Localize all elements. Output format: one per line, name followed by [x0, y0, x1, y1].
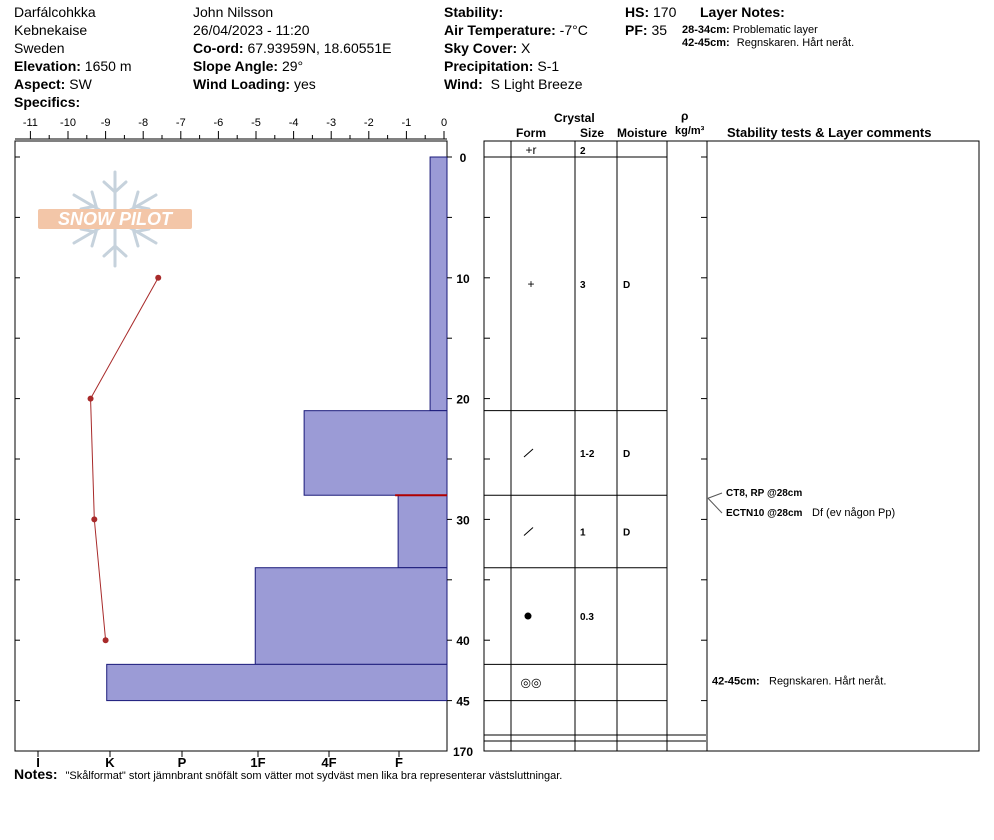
stability-label: Stability:	[444, 4, 504, 20]
moisture-header: Moisture	[617, 126, 668, 140]
snowpilot-logo	[38, 172, 192, 266]
hardness-bar	[255, 568, 447, 665]
observer-name: John Nilsson	[193, 4, 274, 20]
wind-loading-value: yes	[293, 76, 316, 92]
size-header: Size	[580, 126, 605, 140]
coord-value: 67.93959N, 18.60551E	[247, 40, 392, 56]
layer-size: 1	[580, 527, 586, 539]
comments-header: Stability tests & Layer comments	[727, 125, 932, 140]
hardness-bars	[107, 157, 447, 701]
hardness-tick-label: 4F	[321, 755, 337, 770]
elevation-value: 1650 m	[84, 58, 132, 74]
temperature-point	[155, 275, 161, 281]
depth-label: 10	[456, 271, 470, 286]
area-name: Kebnekaise	[14, 22, 88, 38]
hardness-tick-label: I	[36, 755, 40, 770]
temp-tick-label: -11	[22, 117, 38, 129]
temp-tick-label: -8	[138, 117, 149, 129]
temperature-line	[91, 278, 159, 640]
layer-note-text: Regnskaren. Hårt neråt.	[736, 37, 855, 49]
slope-label: Slope Angle:	[193, 58, 279, 74]
hardness-bar	[430, 157, 447, 411]
slope-value: 29°	[281, 58, 304, 74]
temp-tick-label: -1	[401, 117, 412, 129]
temp-tick-label: -6	[213, 117, 224, 129]
aspect-label: Aspect:	[14, 76, 66, 92]
stability-test-comment: Df (ev någon Pp)	[812, 507, 896, 519]
specifics-label: Specifics:	[14, 94, 81, 110]
notes-label: Notes:	[14, 766, 58, 782]
notes-text: "Skålformat" stort jämnbrant snöfält som vätter mot sydväst men lika bra representerar västsluttningar.	[65, 770, 563, 782]
logo-text: SNOW PILOT	[58, 209, 172, 229]
hardness-tick-label: K	[105, 755, 115, 770]
observation-datetime: 26/04/2023 - 11:20	[193, 22, 310, 38]
layer-note-range: 42-45cm:	[682, 37, 730, 49]
layer-comment-range: 42-45cm:	[712, 675, 760, 688]
stability-test-label: CT8, RP @28cm	[726, 488, 803, 499]
temp-tick-label: -10	[60, 117, 76, 129]
temp-tick-label: -4	[288, 117, 299, 129]
hardness-tick-label: F	[395, 755, 403, 770]
temperature-point	[103, 637, 109, 643]
layer-size: 2	[580, 145, 586, 157]
hs-value: 170	[653, 4, 677, 20]
pf-value: 35	[651, 22, 668, 38]
wind-value: S Light Breeze	[490, 76, 583, 92]
temp-tick-label: -3	[326, 117, 337, 129]
hardness-tick-label: P	[177, 755, 187, 770]
rho-header: ρ	[681, 109, 689, 123]
layer-form-symbol	[525, 613, 532, 620]
hardness-bar	[107, 664, 447, 700]
wind-loading-label: Wind Loading:	[193, 76, 291, 92]
layer-moisture: D	[623, 527, 631, 539]
sky-label: Sky Cover:	[444, 40, 518, 56]
depth-label: 0	[459, 151, 467, 165]
layer-size: 0.3	[580, 612, 594, 624]
density-header: kg/m³	[675, 125, 705, 137]
country-name: Sweden	[14, 40, 65, 56]
temperature-point	[88, 396, 94, 402]
layer-moisture: D	[623, 448, 631, 460]
hardness-bar	[398, 495, 447, 567]
form-header: Form	[516, 126, 546, 140]
layer-notes-title: Layer Notes:	[700, 4, 785, 20]
hardness-tick-label: 1F	[250, 755, 266, 770]
depth-label: 40	[456, 634, 470, 649]
layer-form-symbol: +r	[525, 142, 537, 157]
temp-tick-label: -9	[100, 117, 111, 129]
air-temp-value: -7°C	[559, 22, 588, 38]
sky-value: X	[521, 40, 531, 56]
temp-tick-label: -2	[363, 117, 374, 129]
elevation-label: Elevation:	[14, 58, 81, 74]
hardness-bar	[304, 411, 447, 496]
layer-size: 1-2	[580, 448, 595, 460]
coord-label: Co-ord:	[193, 40, 244, 56]
air-temp-label: Air Temperature:	[444, 22, 556, 38]
depth-label: 45	[456, 694, 470, 709]
depth-label: 30	[456, 513, 470, 528]
temp-tick-label: -7	[175, 117, 186, 129]
layer-size: 3	[580, 279, 586, 291]
layer-form-symbol: ◎◎	[520, 675, 542, 690]
layer-form-symbol: +	[527, 276, 535, 291]
layer-note-text: Problematic layer	[732, 24, 818, 36]
layer-table	[447, 141, 979, 759]
precip-value: S-1	[537, 58, 560, 74]
depth-label: 170	[452, 745, 474, 759]
temp-tick-label: 0	[440, 117, 448, 129]
hs-label: HS:	[625, 4, 650, 20]
pf-label: PF:	[625, 22, 648, 38]
layer-comment-text: Regnskaren. Hårt neråt.	[769, 675, 887, 688]
layer-moisture: D	[623, 279, 631, 291]
precip-label: Precipitation:	[444, 58, 534, 74]
wind-label: Wind:	[444, 76, 483, 92]
temp-tick-label: -5	[251, 117, 261, 129]
crystal-header: Crystal	[554, 111, 595, 125]
temperature-profile	[88, 275, 162, 643]
depth-label: 20	[456, 392, 470, 407]
location-name: Darfálcohkka	[14, 4, 96, 20]
table-frame	[484, 141, 979, 751]
stability-test-label: ECTN10 @28cm	[726, 508, 803, 519]
temperature-point	[91, 516, 97, 522]
aspect-value: SW	[69, 76, 92, 92]
layer-note-range: 28-34cm:	[682, 24, 730, 36]
